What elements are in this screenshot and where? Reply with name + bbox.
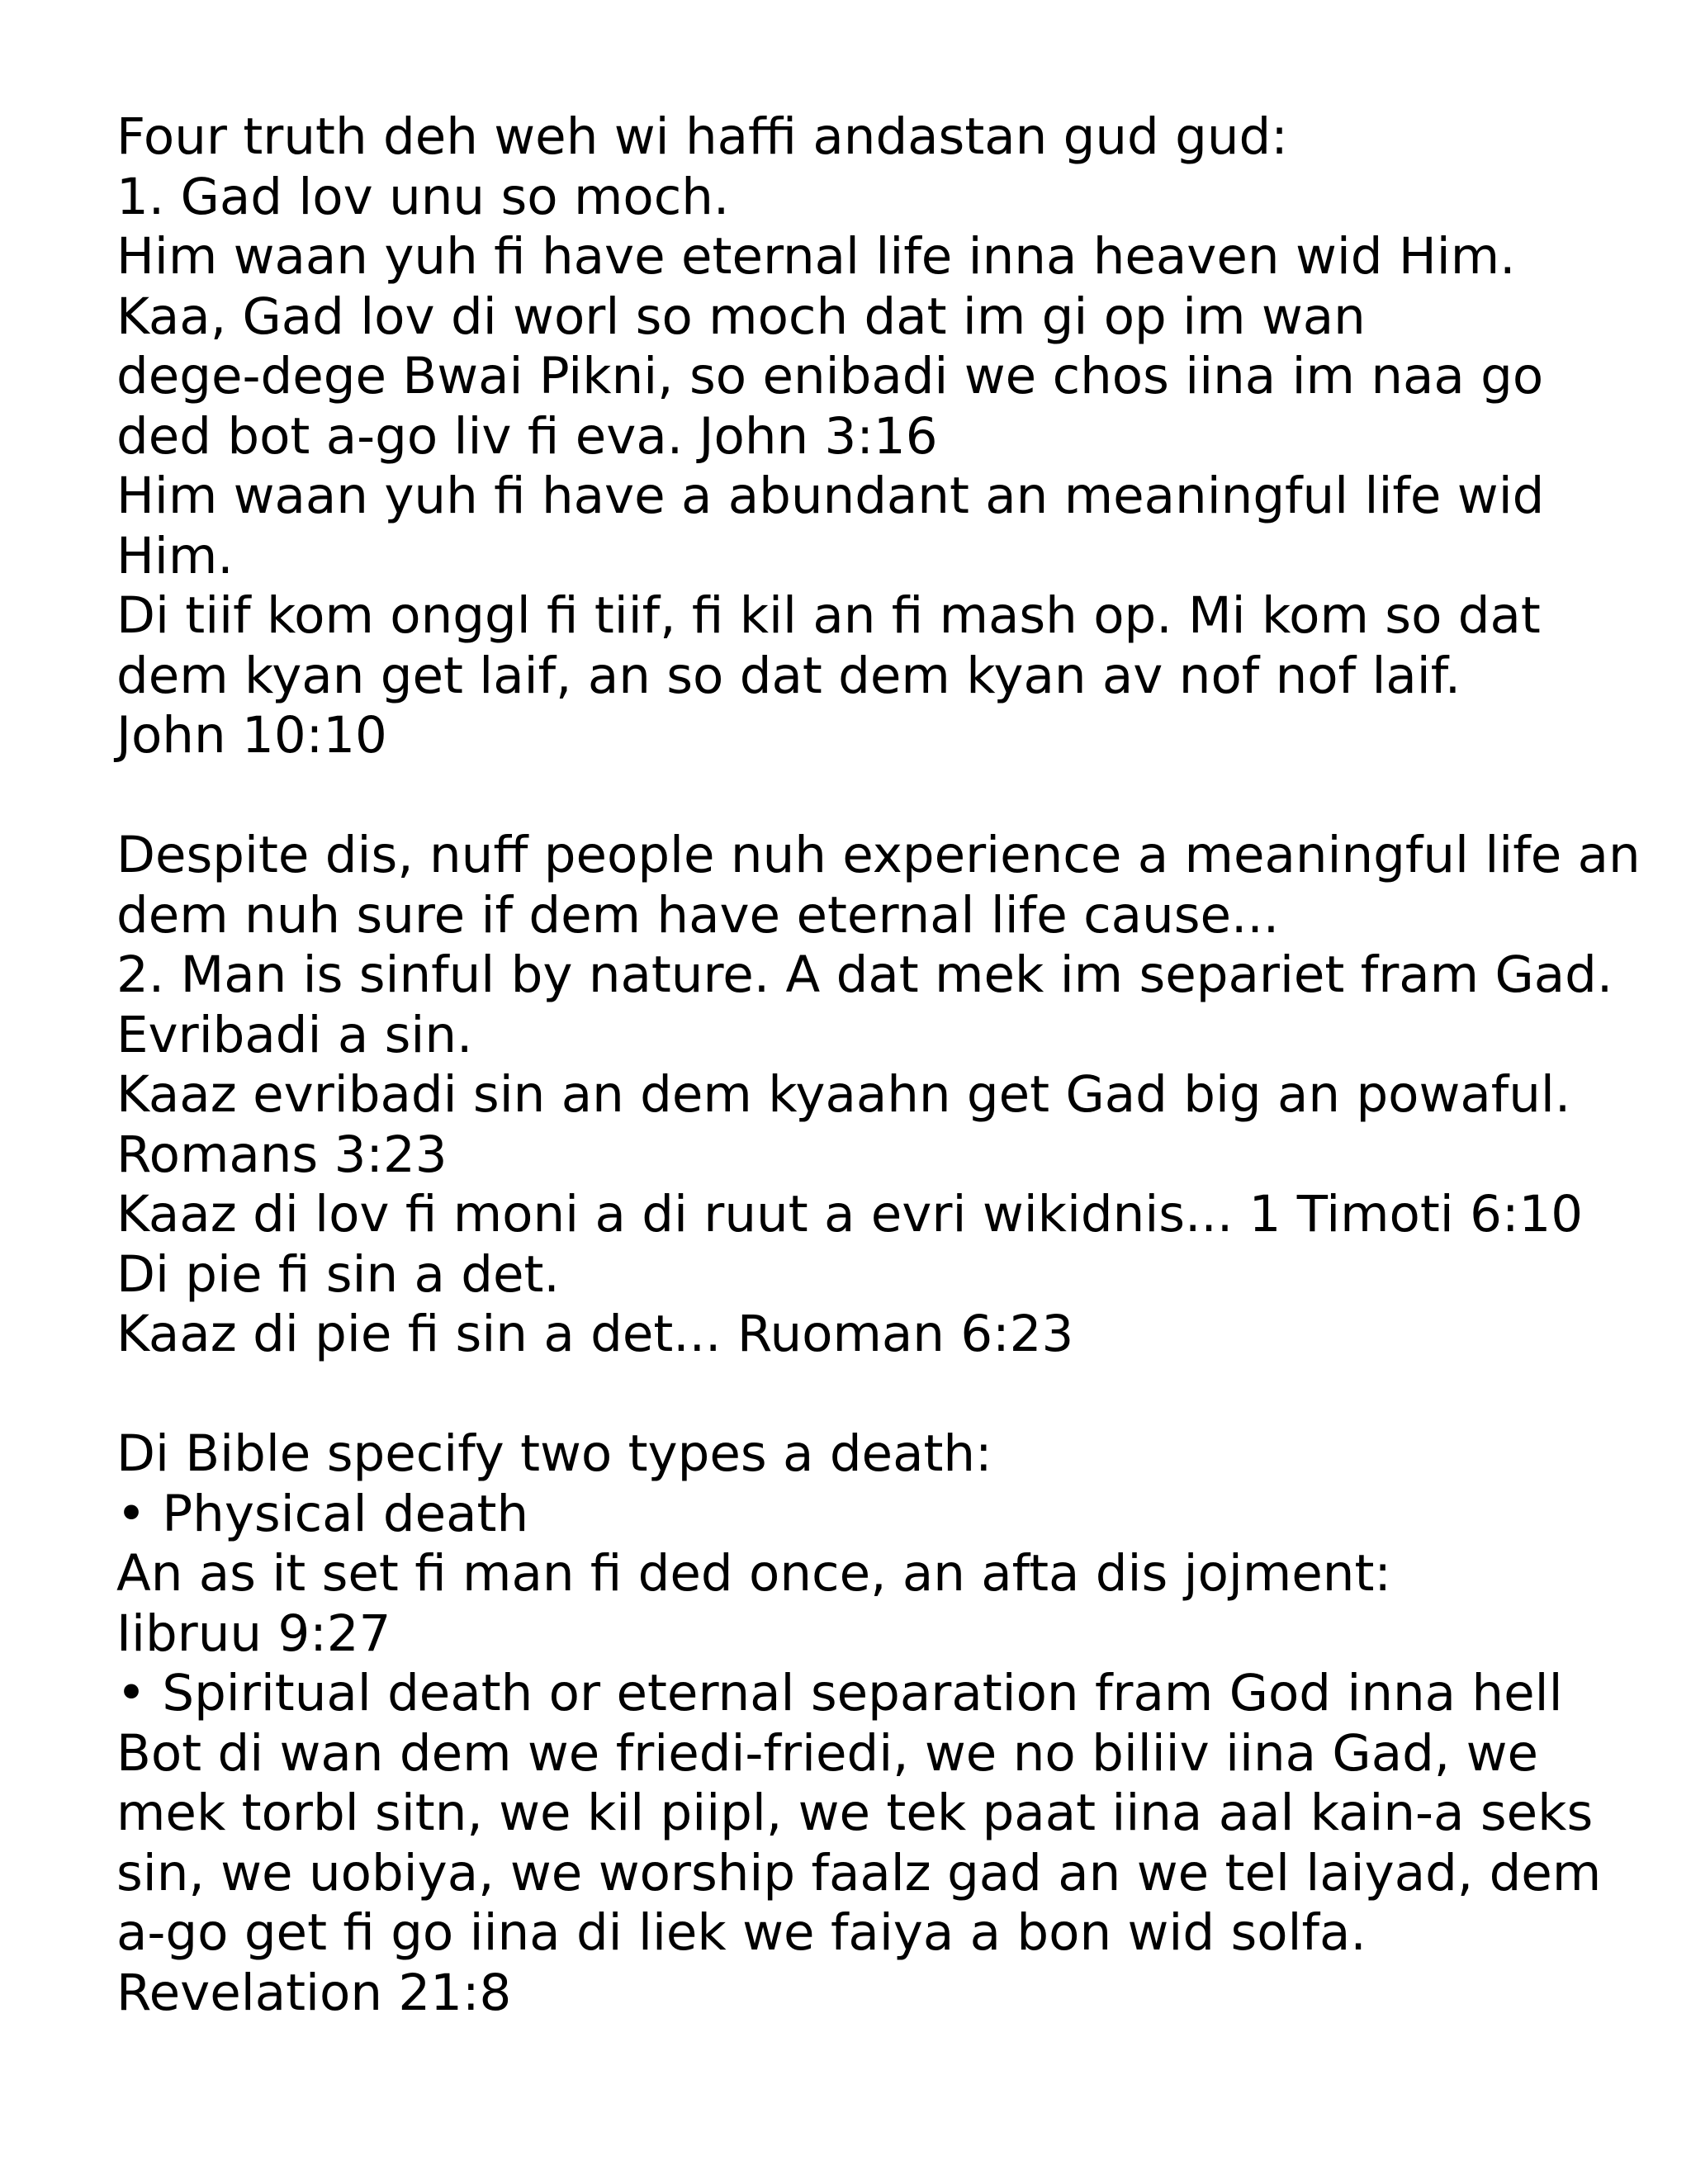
document-page: [116, 107, 1669, 2023]
text-line: dem nuh sure if dem have eternal life cause...: [116, 885, 1280, 945]
text-line: Di tiif kom onggl fi tiif, fi kil an fi mash op. Mi kom so dat: [116, 586, 1541, 645]
text-line: Kaa, Gad lov di worl so moch dat im gi op im wan: [116, 287, 1366, 346]
text-line: Him.: [116, 526, 234, 585]
point-one-heading: 1. Gad lov unu so moch.: [116, 167, 730, 226]
paragraph-break: [116, 766, 1669, 827]
text-line: Despite dis, nuff people nuh experience a meaningful life an: [116, 826, 1641, 884]
scripture-reference: Iibruu 9:27: [116, 1604, 391, 1663]
text-line: Him waan yuh fi have eternal life inna heaven wid Him.: [116, 227, 1516, 286]
text-line: Kaaz di lov fi moni a di ruut a evri wikidnis... 1 Timoti 6:10: [116, 1185, 1584, 1244]
text-line: dege-dege Bwai Pikni, so enibadi we chos iina im naa go: [116, 347, 1544, 405]
scripture-reference: Revelation 21:8: [116, 1963, 512, 2022]
paragraph-break: [116, 1365, 1669, 1425]
text-line: Kaaz di pie fi sin a det... Ruoman 6:23: [116, 1305, 1074, 1363]
bullet-item: • Physical death: [116, 1484, 529, 1543]
text-line: Bot di wan dem we friedi-friedi, we no biliiv iina Gad, we: [116, 1723, 1538, 1783]
text-line: mek torbl sitn, we kil piipl, we tek paat iina aal kain-a seks: [116, 1784, 1594, 1842]
text-line: Di Bible specify two types a death:: [116, 1424, 992, 1483]
point-two-heading: 2. Man is sinful by nature. A dat mek im separiet fram Gad.: [116, 945, 1613, 1004]
bullet-item: • Spiritual death or eternal separation fram God inna hell: [116, 1664, 1563, 1722]
text-line: An as it set fi man fi ded once, an afta dis jojment:: [116, 1544, 1391, 1603]
text-line: Him waan yuh fi have a abundant an meaningful life wid: [116, 467, 1545, 525]
text-line: a-go get fi go iina di liek we faiya a bon wid solfa.: [116, 1903, 1367, 1962]
heading-line: Four truth deh weh wi haffi andastan gud gud:: [116, 107, 1288, 166]
text-line: Di pie fi sin a det.: [116, 1244, 560, 1304]
text-line: sin, we uobiya, we worship faalz gad an we tel laiyad, dem: [116, 1843, 1602, 1902]
text-line: ded bot a-go liv fi eva. John 3:16: [116, 406, 938, 466]
text-line: Kaaz evribadi sin an dem kyaahn get Gad big an powaful.: [116, 1065, 1571, 1124]
text-line: dem kyan get laif, an so dat dem kyan av nof nof laif.: [116, 646, 1461, 705]
scripture-reference: John 10:10: [116, 706, 387, 765]
scripture-reference: Romans 3:23: [116, 1125, 448, 1184]
text-line: Evribadi a sin.: [116, 1005, 473, 1064]
